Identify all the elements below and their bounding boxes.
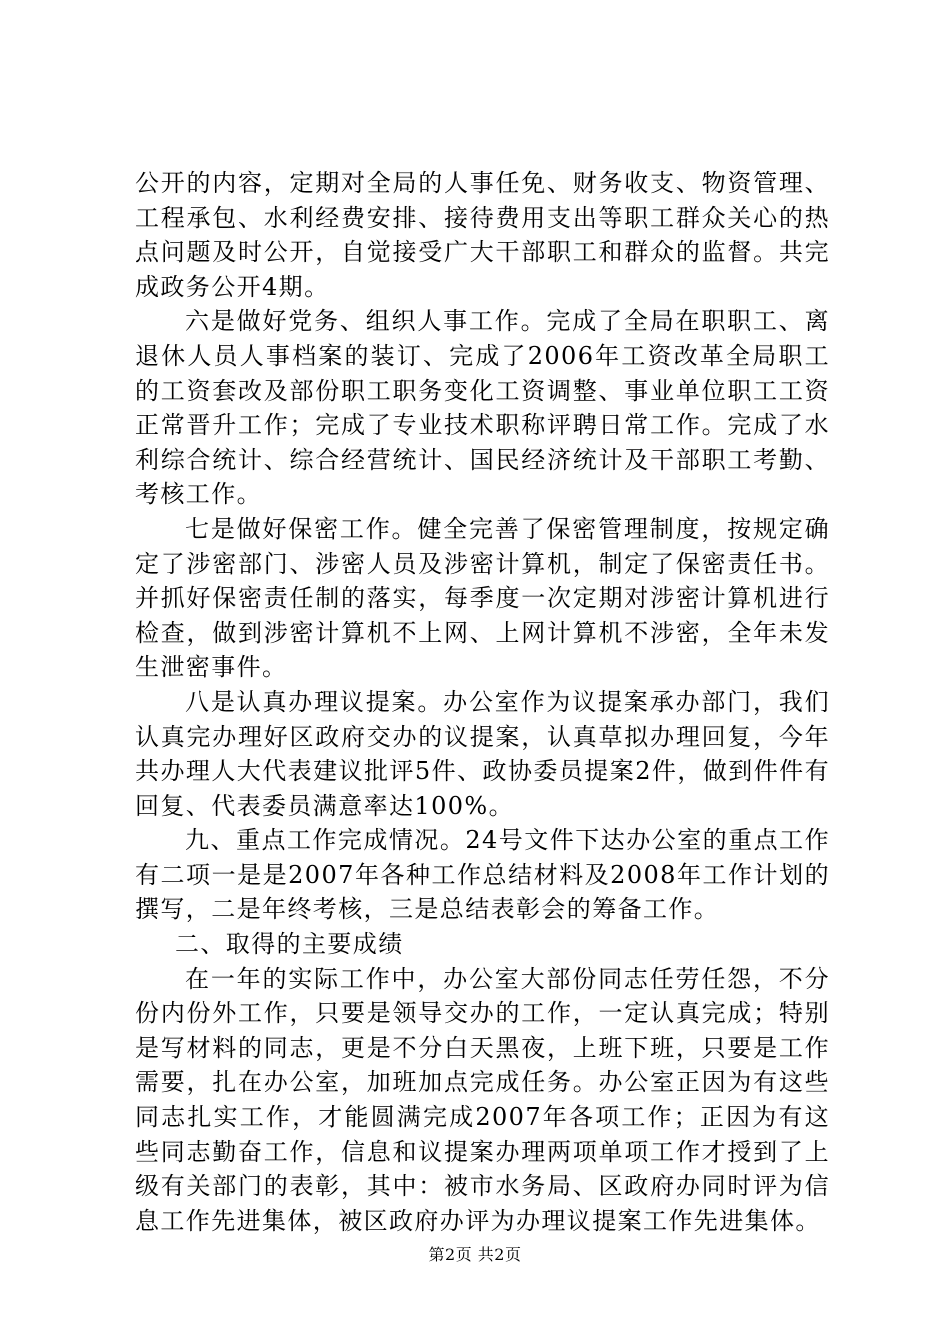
document-body xyxy=(135,166,830,1238)
paragraph-item-8: 八是认真办理议提案。办公室作为议提案承办部门，我们认真完办理好区政府交办的议提案，认真草拟办理回复，今年共办理人大代表建议批评5件、政协委员提案2件，做到件件有回复、代表委员满意率达100%。 xyxy=(135,687,830,820)
paragraph-achievements: 在一年的实际工作中，办公室大部份同志任劳任怨，不分份内份外工作，只要是领导交办的工作，一定认真完成；特别是写材料的同志，更是不分白天黑夜，上班下班，只要是工作需要，扎在办公室，加班加点完成任务。办公室正因为有这些同志扎实工作，才能圆满完成2007年各项工作；正因为有这些同志勤奋工作，信息和议提案办理两项单项工作才授到了上级有关部门的表彰，其中：被市水务局、区政府办同时评为信息工作先进集体，被区政府办评为办理议提案工作先进集体。 xyxy=(135,964,830,1235)
paragraph-item-7: 七是做好保密工作。健全完善了保密管理制度，按规定确定了涉密部门、涉密人员及涉密计算机，制定了保密责任书。并抓好保密责任制的落实，每季度一次定期对涉密计算机进行检查，做到涉密计算机不上网、上网计算机不涉密，全年未发生泄密事件。 xyxy=(135,514,830,682)
paragraph-item-6: 六是做好党务、组织人事工作。完成了全局在职职工、离退休人员人事档案的装订、完成了2006年工资改革全局职工的工资套改及部份职工职务变化工资调整、事业单位职工工资正常晋升工作；完成了专业技术职称评聘日常工作。完成了水利综合统计、综合经营统计、国民经济统计及干部职工考勤、考核工作。 xyxy=(135,307,830,509)
paragraph-continuation: 公开的内容，定期对全局的人事任免、财务收支、物资管理、工程承包、水利经费安排、接待费用支出等职工群众关心的热点问题及时公开，自觉接受广大干部职工和群众的监督。共完成政务公开4期。 xyxy=(135,169,830,301)
section-heading-achievements: 二、取得的主要成绩 xyxy=(175,930,404,959)
page-footer: 第2页 共2页 xyxy=(428,1245,522,1264)
paragraph-item-9: 九、重点工作完成情况。24号文件下达办公室的重点工作有二项一是是2007年各种工作总结材料及2008年工作计划的撰写，二是年终考核，三是总结表彰会的筹备工作。 xyxy=(135,826,830,924)
